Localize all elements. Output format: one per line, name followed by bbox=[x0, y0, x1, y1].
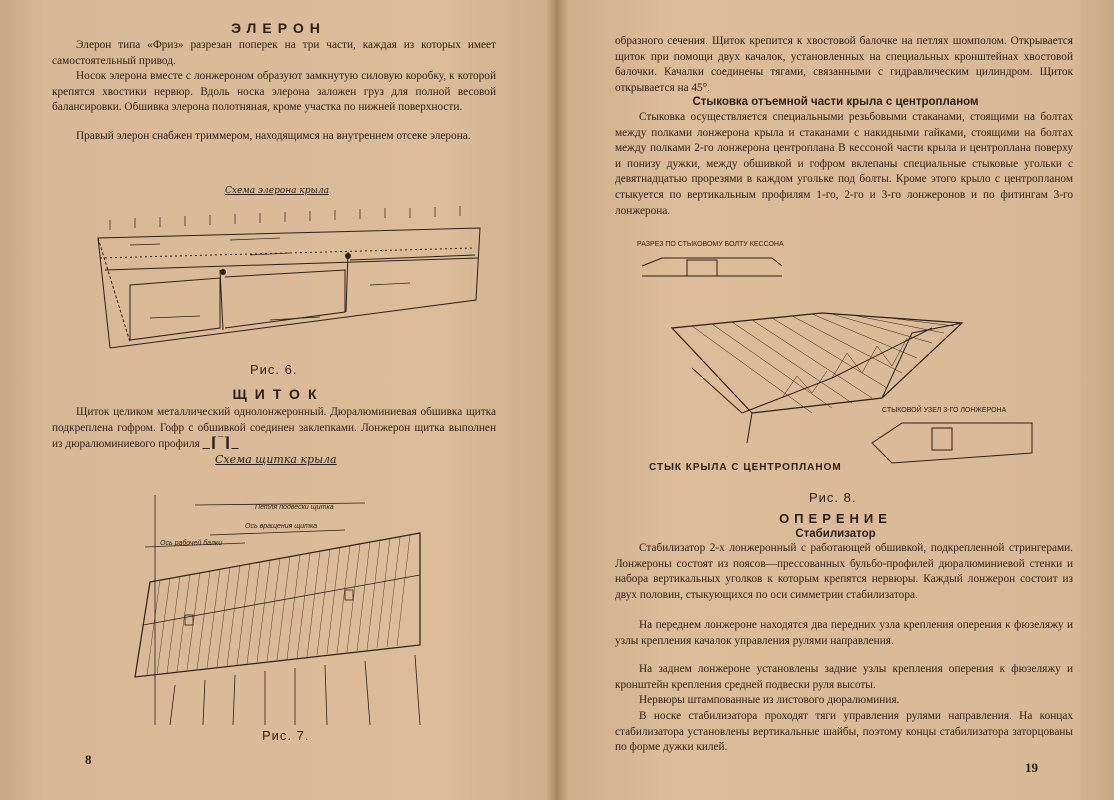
flap-label-beam: Ось рабочей балки bbox=[160, 540, 223, 547]
stabilizer-paragraph-4: Нервюры штампованные из листового дюралюминия. bbox=[639, 694, 900, 706]
flap-figure-title: Схема щитка крыла bbox=[215, 453, 337, 466]
figure-8-caption: Рис. 8. bbox=[809, 490, 857, 505]
stabilizer-paragraph-3: На заднем лонжероне установлены задние узлы крепления оперения к фюзеляжу и кронштейн крепления средней подвески руля высоты. bbox=[615, 663, 1073, 691]
page-number-right: 19 bbox=[1025, 760, 1038, 775]
profile-symbol: _⌈‾⌉_ bbox=[202, 436, 240, 452]
flap-paragraph-1: Щиток целиком металлический однолонжеронный. Дюралюминиевая обшивка щитка подкреплена гофром. Гофр с обшивкой соединен заклепками. Лонжерон щитка выполнен из дюралюминиевого профиля _⌈‾⌉_ bbox=[52, 406, 496, 452]
aileron-figure-title: Схема элерона крыла bbox=[225, 186, 329, 196]
flap-diagram bbox=[115, 475, 440, 730]
figure-6-caption: Рис. 6. bbox=[250, 362, 298, 377]
fig8-label-node: СТЫКОВОЙ УЗЕЛ 3-ГО ЛОНЖЕРОНА bbox=[882, 407, 1007, 414]
flap-continuation-paragraph: образного сечения. Щиток крепится к хвостовой балочке на петлях шомполом. Открывается щиток при помощи двух качалок, установленных на специальных кронштейнах хвостовой балочки. Качалки соединены тягами, связанными с гидравлическим цилиндром. Щиток открывается на 45°. bbox=[615, 35, 1073, 94]
right-page bbox=[557, 0, 1114, 800]
flap-label-axis: Ось вращения щитка bbox=[245, 523, 318, 530]
stabilizer-paragraph-5: В носке стабилизатора проходят тяги управления рулями направления. На концах стабилизатора установлены вертикальные шайбы, поэтому концы стабилизатора заторцованы по форме дужки килей. bbox=[615, 710, 1073, 754]
aileron-paragraph-1: Элерон типа «Фриз» разрезан поперек на три части, каждая из которых имеет самостоятельный привод. bbox=[52, 39, 496, 67]
section-title-aileron: ЭЛЕРОН bbox=[231, 20, 326, 36]
figure-7-caption: Рис. 7. bbox=[262, 728, 310, 743]
fig8-joint-label: СТЫК КРЫЛА С ЦЕНТРОПЛАНОМ bbox=[649, 462, 842, 473]
fig8-label-section: РАЗРЕЗ ПО СТЫКОВОМУ БОЛТУ КЕССОНА bbox=[637, 241, 784, 248]
section-title-empennage: ОПЕРЕНИЕ bbox=[779, 511, 892, 526]
stabilizer-paragraph-2: На переднем лонжероне находятся два передних узла крепления оперения к фюзеляжу и узлы крепления качалок управления рулями направления. bbox=[615, 619, 1073, 647]
aileron-diagram bbox=[90, 200, 490, 365]
wing-joint-diagram bbox=[632, 238, 1062, 488]
stabilizer-paragraph-1: Стабилизатор 2-х лонжеронный с работающей обшивкой, подкрепленной стрингерами. Лонжероны состоят из поясов—прессованных бульбо-профилей дюралюминиевой стенки и набора вертикальных уголков к которым крепятся нервюры. Каждый лонжерон состоит из двух половин, стыкующихся по оси симметрии стабилизатора. bbox=[615, 542, 1073, 601]
aileron-paragraph-3: Правый элерон снабжен триммером, находящимся на внутреннем отсеке элерона. bbox=[76, 130, 471, 142]
page-number-left: 8 bbox=[85, 752, 92, 767]
flap-label-hinge: Петля подвески щитка bbox=[255, 504, 334, 511]
section-title-flap: ЩИТОК bbox=[232, 386, 325, 402]
aileron-paragraph-2: Носок элерона вместе с лонжероном образуют замкнутую силовую коробку, к которой крепятся хвостики нервюр. Вдоль носка элерона заложен груз для полной весовой балансировки. Обшивка элерона полотняная, кроме участка по нижней поверхности. bbox=[52, 70, 496, 114]
subsection-title-stabilizer: Стабилизатор bbox=[795, 528, 876, 540]
wing-joint-paragraph: Стыковка осуществляется специальными резьбовыми стаканами, стоящими на болтах между полками лонжерона крыла и стаканами с накидными гайками, стоящими на болтах между полками 2-го лонжерона центроплана В кессоной части крыла и центроплана поверху и понизу дужки, между обшивкой и гофром вклепаны специальные стыковые угольки с девятнадцатью прорезями в каждом угольке под болты. Кроме этого крыло с центропланом стыкуется по вертикальным профилям 1-го, 2-го и 3-го лонжеронов и по фитингам 3-го лонжерона. bbox=[615, 111, 1073, 217]
section-title-wing-joint: Стыковка отъемной части крыла с центропланом bbox=[692, 96, 979, 108]
